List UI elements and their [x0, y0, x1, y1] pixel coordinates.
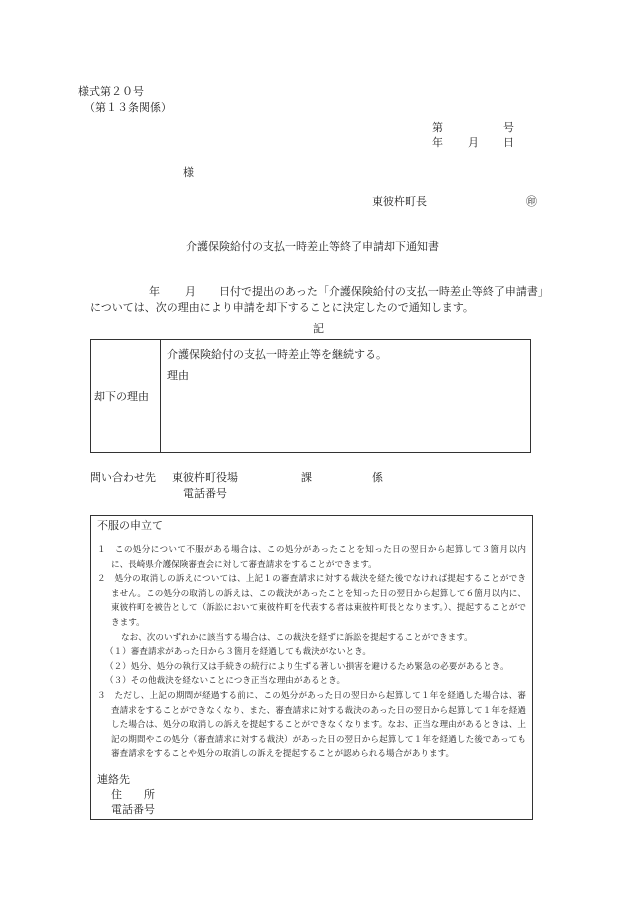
objection-text: [97, 543, 526, 762]
objection-item-2: ２ 処分の取消しの訴えについては、上記１の審査請求に対する裁決を経た後でなければ提起することができません。この処分の取消しの訴えは、この裁決があったことを知った日の翌日から起算して６箇月以内に、東彼杵町を被告として（訴訟において東彼杵町を代表する者は東彼杵町長となります。）、提起することができます。: [97, 574, 526, 628]
objection-heading: 不服の申立て: [97, 519, 163, 532]
reason-label: 理由: [167, 369, 189, 382]
decision-table: [90, 339, 531, 453]
contact-address-label: 住 所: [111, 788, 155, 801]
document-title: 介護保険給付の支払一時差止等終了申請却下通知書: [186, 240, 439, 253]
contact-block: [97, 772, 155, 817]
body-month: 月: [185, 285, 196, 298]
inquiry-staff: 係: [372, 471, 383, 484]
article-reference: （第１３条関係）: [84, 101, 172, 114]
issuer: 東彼杵町長: [372, 195, 427, 208]
objection-item-1: １ この処分について不服がある場合は、この処分があったことを知った日の翌日から起算して３箇月以内に、長崎県介護保険審査会に対して審査請求をすることができます。: [97, 545, 526, 570]
contact-phone-label: 電話番号: [111, 803, 155, 816]
objection-sub-3: （３）その他裁決を経ないことにつき正当な理由があるとき。: [105, 676, 346, 687]
rejection-reason-label: 却下の理由: [94, 390, 149, 403]
date-day: 日: [503, 136, 514, 149]
objection-item-2-note: なお、次のいずれかに該当する場合は、この裁決を経ずに訴訟を提起することができます。: [121, 632, 473, 643]
inquiry-label: 問い合わせ先: [90, 471, 156, 484]
table-divider: [160, 340, 161, 452]
date-month: 月: [468, 136, 479, 149]
doc-number-prefix: 第: [432, 121, 443, 134]
objection-item-3: ３ ただし、上記の期間が経過する前に、この処分があった日の翌日から起算して１年を経過した場合は、審査請求をすることができなくなり、また、審査請求に対する裁決のあった日の翌日から起算して１年を経過した場合は、処分の取消しの訴えを提起することができなくなります。なお、正当な理由があるときは、上記の期間やこの処分（審査請求に対する裁決）があった日の翌日から起算して１年を経過した後であっても審査請求をすることや処分の取消しの訴えを提起することが認められる場合があります。: [97, 690, 526, 760]
objection-sub-2: （２）処分、処分の執行又は手続きの続行により生ずる著しい損害を避けるため緊急の必要があるとき。: [105, 661, 509, 672]
inquiry-section: 課: [301, 471, 312, 484]
body-line1: 日付で提出のあった「介護保険給付の支払一時差止等終了申請書」: [219, 285, 549, 298]
date-year: 年: [432, 136, 443, 149]
doc-number-suffix: 号: [503, 121, 514, 134]
objection-sub-1: （１）審査請求があった日から３箇月を経過しても裁決がないとき。: [105, 647, 371, 658]
seal-mark: ㊞: [526, 195, 537, 208]
body-line2: については、次の理由により申請を却下することに決定したので通知します。: [90, 301, 474, 314]
inquiry-phone-label: 電話番号: [183, 487, 227, 500]
contact-label: 連絡先: [97, 773, 130, 786]
objection-notice-box: [90, 515, 533, 820]
addressee-suffix: 様: [183, 166, 194, 179]
body-year: 年: [149, 285, 160, 298]
form-number: 様式第２０号: [78, 85, 144, 98]
ki-mark: 記: [313, 322, 324, 335]
decision-statement: 介護保険給付の支払一時差止等を継続する。: [167, 348, 387, 361]
inquiry-office: 東彼杵町役場: [172, 471, 238, 484]
